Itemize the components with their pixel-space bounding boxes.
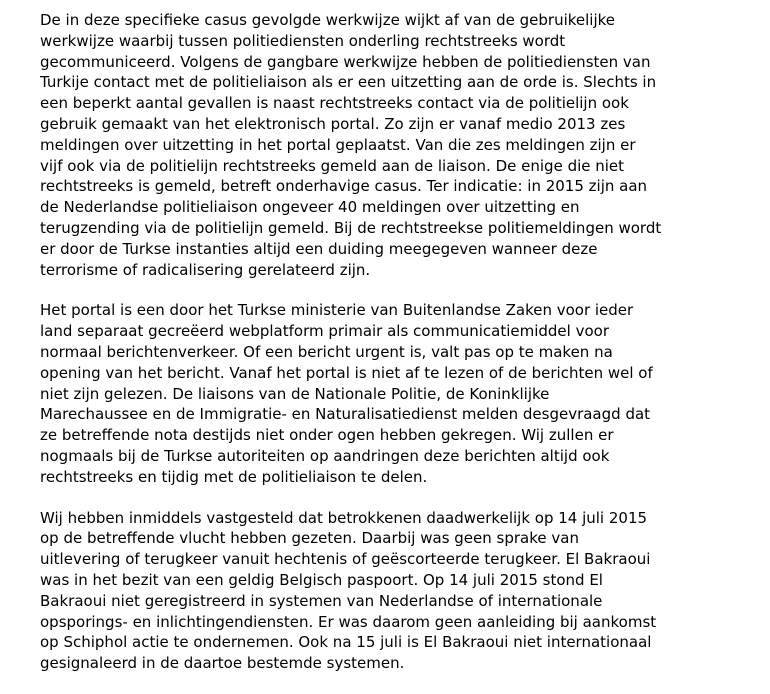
text-line: de Nederlandse politieliaison ongeveer 40 meldingen over uitzetting en [40, 198, 580, 217]
text-line: opsporings- en inlichtingendiensten. Er was daarom geen aanleiding bij aankomst [40, 612, 657, 631]
text-line: land separaat gecreëerd webplatform primair als communicatiemiddel voor [40, 322, 609, 341]
text-line: De in deze specifieke casus gevolgde werkwijze wijkt af van de gebruikelijke [40, 11, 616, 29]
text-line: rechtstreeks en tijdig met de politieliaison te delen. [40, 467, 428, 486]
text-line: rechtstreeks is gemeld, betreft onderhavige casus. Ter indicatie: in 2015 zijn aan [40, 177, 648, 196]
text-line: Wij hebben inmiddels vastgesteld dat betrokkenen daadwerkelijk op 14 juli 2015 [40, 508, 648, 527]
text-line: gesignaleerd in de daartoe bestemde systemen. [40, 654, 405, 673]
text-line: niet zijn gelezen. De liaisons van de Nationale Politie, de Koninklijke [40, 384, 550, 403]
text-line: meldingen over uitzetting in het portal geplaatst. Van die zes meldingen zijn er [40, 135, 636, 154]
text-line: Het portal is een door het Turkse ministerie van Buitenlandse Zaken voor ieder [40, 301, 634, 320]
paragraph [40, 10, 740, 280]
text-line: normaal berichtenverkeer. Of een bericht urgent is, valt pas op te maken na [40, 342, 613, 361]
text-line: terrorisme of radicalisering gerelateerd zijn. [40, 260, 371, 279]
text-line: op de betreffende vlucht hebben gezeten. Daarbij was geen sprake van [40, 529, 579, 548]
text-line: er door de Turkse instanties altijd een duiding meegegeven wanneer deze [40, 239, 598, 258]
text-line: nogmaals bij de Turkse autoriteiten op aandringen deze berichten altijd ook [40, 446, 610, 465]
text-line: gebruik gemaakt van het elektronisch portal. Zo zijn er vanaf medio 2013 zes [40, 114, 626, 133]
text-line: gecommuniceerd. Volgens de gangbare werkwijze hebben de politiediensten van [40, 52, 651, 71]
text-line: uitlevering of terugkeer vanuit hechtenis of geëscorteerde terugkeer. El Bakraoui [40, 550, 651, 569]
text-line: werkwijze waarbij tussen politiediensten onderling rechtstreeks wordt [40, 31, 566, 50]
text-line: een beperkt aantal gevallen is naast rechtstreeks contact via de politielijn ook [40, 94, 629, 113]
text-line: opening van het bericht. Vanaf het portal is niet af te lezen of de berichten wel of [40, 363, 653, 382]
text-line: was in het bezit van een geldig Belgisch paspoort. Op 14 juli 2015 stond El [40, 570, 603, 589]
text-line: Bakraoui niet geregistreerd in systemen van Nederlandse of internationale [40, 591, 603, 610]
paragraph [40, 508, 740, 674]
text-line: terugzending via de politielijn gemeld. Bij de rechtstreekse politiemeldingen wordt [40, 218, 662, 237]
text-line: ze betreffende nota destijds niet onder ogen hebben gekregen. Wij zullen er [40, 426, 614, 445]
text-line: vijf ook via de politielijn rechtstreeks gemeld aan de liaison. De enige die niet [40, 156, 625, 175]
text-line: Marechaussee en de Immigratie- en Naturalisatiedienst melden desgevraagd dat [40, 405, 651, 424]
paragraph [40, 300, 740, 487]
document-body [40, 10, 740, 694]
text-line: op Schiphol actie te ondernemen. Ook na 15 juli is El Bakraoui niet internationaal [40, 633, 652, 652]
text-line: Turkije contact met de politieliaison als er een uitzetting aan de orde is. Slechts in [40, 73, 657, 92]
